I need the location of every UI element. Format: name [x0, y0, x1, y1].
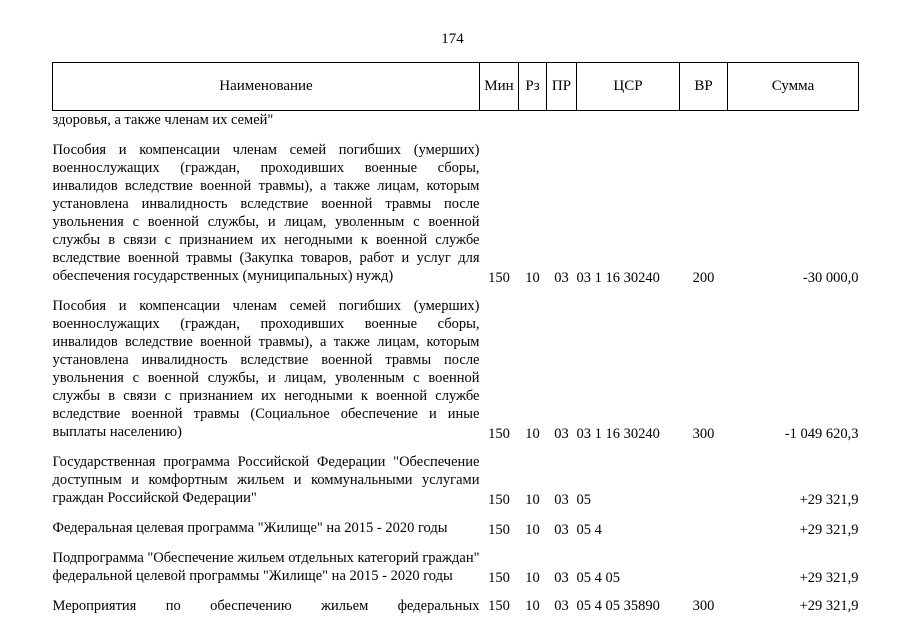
row-name: Федеральная целевая программа "Жилище" на 2015 - 2020 годы — [52, 520, 448, 536]
row-min: 150 — [488, 522, 510, 538]
row-name: Пособия и компенсации членам семей погибших (умерших) военнослужащих (граждан, проходивших военные сборы, инвалидов вследствие военной травмы), а также лицам, которым установлена инвалидность вследствие военной травмы после увольнения с военной службы, и лицам, уволенным с военной службы в связи с признанием их негодными к военной службе вследствие военной травмы (Социальное обеспечение и иные выплаты населению) — [52, 298, 480, 440]
page-number: 174 — [441, 31, 464, 47]
row-sum: +29 321,9 — [799, 492, 859, 508]
row-csr: 05 — [576, 492, 591, 508]
row-csr: 05 4 05 — [576, 570, 620, 586]
column-header-vr: ВР — [680, 63, 728, 111]
row-vr — [680, 539, 728, 587]
row-sum: +29 321,9 — [799, 522, 859, 538]
row-vr — [680, 443, 728, 509]
row-vr: 300 — [692, 598, 715, 614]
row-rz: 10 — [525, 492, 540, 508]
row-sum: -30 000,0 — [802, 270, 859, 286]
row-min: 150 — [488, 492, 510, 508]
row-pr: 03 — [554, 598, 569, 614]
row-min: 150 — [488, 426, 510, 442]
table-header-row — [53, 63, 859, 111]
row-rz: 10 — [525, 598, 540, 614]
row-rz: 10 — [525, 522, 540, 538]
row-rz: 10 — [525, 270, 540, 286]
budget-table — [52, 62, 859, 615]
table-row — [53, 287, 859, 443]
row-sum: +29 321,9 — [799, 570, 859, 586]
row-pr: 03 — [554, 426, 569, 442]
table-row — [53, 587, 859, 615]
row-sum: +29 321,9 — [799, 598, 859, 614]
column-header-name: Наименование — [53, 63, 480, 111]
row-rz: 10 — [525, 570, 540, 586]
column-header-sum: Сумма — [728, 63, 859, 111]
column-header-min: Мин — [480, 63, 519, 111]
table-row — [53, 509, 859, 539]
row-min: 150 — [488, 598, 510, 614]
row-pr: 03 — [554, 570, 569, 586]
continuation-row — [53, 111, 859, 136]
row-csr: 03 1 16 30240 — [576, 426, 660, 442]
row-pr: 03 — [554, 270, 569, 286]
table-row — [53, 443, 859, 509]
row-csr: 05 4 — [576, 522, 602, 538]
row-min: 150 — [488, 270, 510, 286]
row-vr: 300 — [692, 426, 715, 442]
row-min: 150 — [488, 570, 510, 586]
row-pr: 03 — [554, 522, 569, 538]
row-csr: 05 4 05 35890 — [576, 598, 660, 614]
column-header-pr: ПР — [547, 63, 577, 111]
row-name: Подпрограмма "Обеспечение жильем отдельных категорий граждан" федеральной целевой программы "Жилище" на 2015 - 2020 годы — [52, 550, 480, 584]
row-rz: 10 — [525, 426, 540, 442]
column-header-rz: Рз — [519, 63, 547, 111]
continuation-text: здоровья, а также членам их семей" — [52, 112, 274, 128]
table-row — [53, 135, 859, 287]
row-name: Мероприятия по обеспечению жильем федеральных — [52, 598, 480, 614]
row-name: Государственная программа Российской Федерации "Обеспечение доступным и комфортным жильем и коммунальными услугами граждан Российской Федерации" — [52, 454, 480, 506]
row-name: Пособия и компенсации членам семей погибших (умерших) военнослужащих (граждан, проходивших военные сборы, инвалидов вследствие военной травмы), а также лицам, которым установлена инвалидность вследствие военной травмы после увольнения с военной службы, и лицам, уволенным с военной службы в связи с признанием их негодными к военной службе вследствие военной травмы (Закупка товаров, работ и услуг для обеспечения государственных (муниципальных) нужд) — [52, 142, 480, 284]
row-csr: 03 1 16 30240 — [576, 270, 660, 286]
row-vr — [680, 509, 728, 539]
row-sum: -1 049 620,3 — [784, 426, 859, 442]
column-header-csr: ЦСР — [577, 63, 680, 111]
table-row — [53, 539, 859, 587]
row-vr: 200 — [692, 270, 715, 286]
row-pr: 03 — [554, 492, 569, 508]
